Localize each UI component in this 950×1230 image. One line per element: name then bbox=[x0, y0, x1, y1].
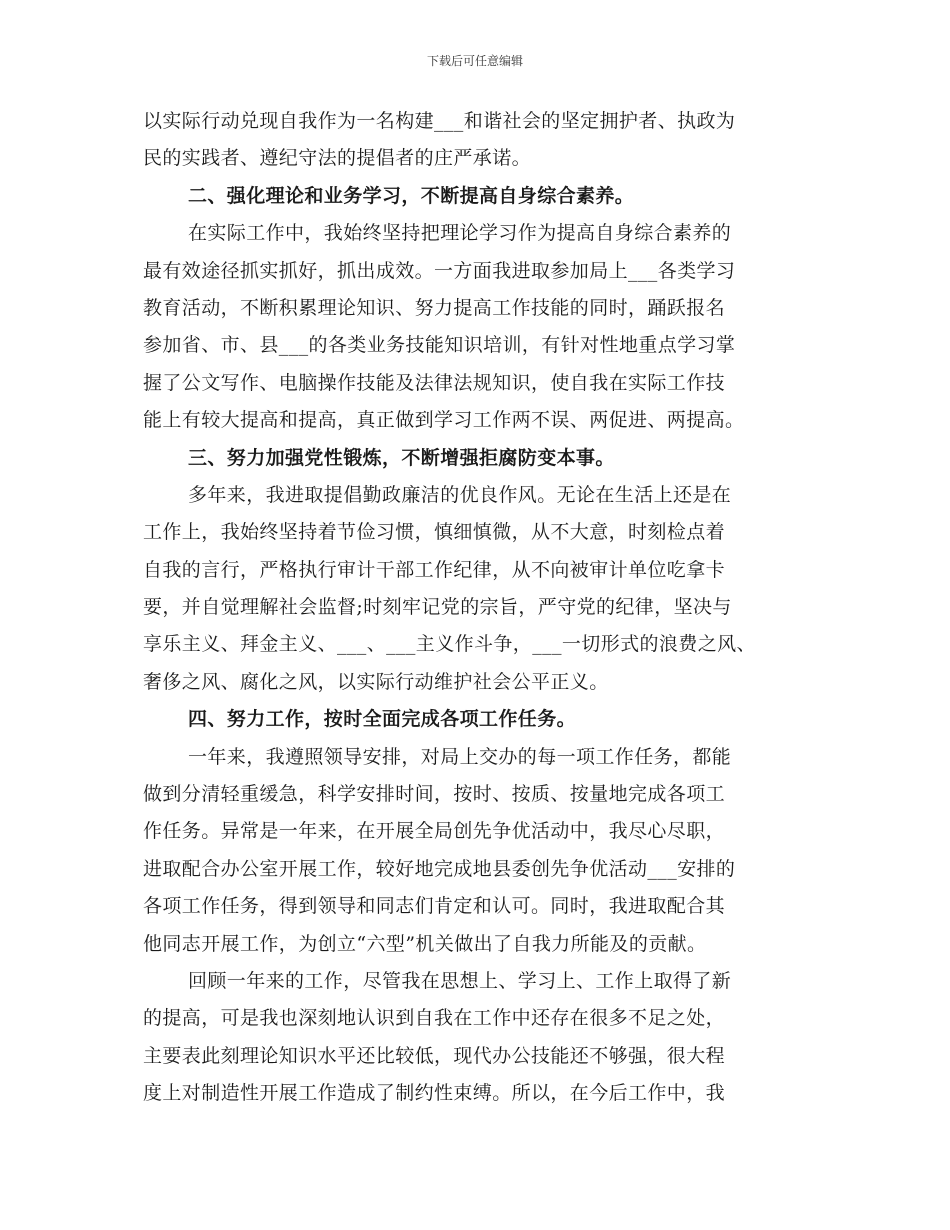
paragraph-line: 民的实践者、遵纪守法的提倡者的庄严承诺。 bbox=[143, 147, 532, 170]
paragraph-line: 享乐主义、拜金主义、___、___主义作斗争，___一切形式的浪费之风、 bbox=[143, 633, 756, 656]
paragraph-line: 握了公文写作、电脑操作技能及法律法规知识，使自我在实际工作技 bbox=[143, 371, 726, 394]
paragraph-line: 最有效途径抓实抓好，抓出成效。一方面我进取参加局上___各类学习 bbox=[143, 259, 736, 282]
page-header: 下载后可任意编辑 bbox=[426, 54, 523, 68]
paragraph-line: 教育活动，不断积累理论知识、努力提高工作技能的同时，踊跃报名 bbox=[143, 296, 726, 319]
paragraph-line: 能上有较大提高和提高，真正做到学习工作两不误、两促进、两提高。 bbox=[143, 409, 745, 432]
paragraph-line: 自我的言行，严格执行审计干部工作纪律，从不向被审计单位吃拿卡 bbox=[143, 558, 726, 581]
paragraph-line: 作任务。异常是一年来，在开展全局创先争优活动中，我尽心尽职， bbox=[143, 820, 726, 843]
paragraph-line: 度上对制造性开展工作造成了制约性束缚。所以，在今后工作中，我 bbox=[143, 1082, 726, 1105]
paragraph-line: 各项工作任务，得到领导和同志们肯定和认可。同时，我进取配合其 bbox=[143, 895, 726, 918]
paragraph-line: 多年来，我进取提倡勤政廉洁的优良作风。无论在生活上还是在 bbox=[188, 483, 732, 506]
paragraph-line: 在实际工作中，我始终坚持把理论学习作为提高自身综合素养的 bbox=[188, 222, 732, 245]
paragraph-line: 一年来，我遵照领导安排，对局上交办的每一项工作任务，都能 bbox=[188, 745, 732, 768]
section-heading: 四、努力工作，按时全面完成各项工作任务。 bbox=[188, 708, 577, 731]
section-heading: 二、强化理论和业务学习，不断提高自身综合素养。 bbox=[188, 184, 635, 207]
paragraph-line: 以实际行动兑现自我作为一名构建___和谐社会的坚定拥护者、执政为 bbox=[143, 110, 736, 132]
document-body bbox=[143, 108, 833, 1118]
paragraph-line: 的提高，可是我也深刻地认识到自我在工作中还存在很多不足之处， bbox=[143, 1007, 726, 1030]
paragraph-line: 要，并自觉理解社会监督;时刻牢记党的宗旨，严守党的纪律，坚决与 bbox=[143, 596, 732, 619]
paragraph-line: 工作上，我始终坚持着节俭习惯，慎细慎微，从不大意，时刻检点着 bbox=[143, 521, 726, 544]
section-heading: 三、努力加强党性锻炼，不断增强拒腐防变本事。 bbox=[188, 446, 615, 469]
paragraph-line: 做到分清轻重缓急，科学安排时间，按时、按质、按量地完成各项工 bbox=[143, 783, 726, 806]
paragraph-line: 主要表此刻理论知识水平还比较低，现代办公技能还不够强，很大程 bbox=[143, 1044, 726, 1067]
paragraph-line: 奢侈之风、腐化之风，以实际行动维护社会公平正义。 bbox=[143, 670, 609, 693]
paragraph-line: 回顾一年来的工作，尽管我在思想上、学习上、工作上取得了新 bbox=[188, 969, 732, 992]
paragraph-line: 他同志开展工作，为创立“六型”机关做出了自我力所能及的贡献。 bbox=[143, 932, 707, 955]
paragraph-line: 参加省、市、县___的各类业务技能知识培训，有针对性地重点学习掌 bbox=[143, 334, 736, 357]
paragraph-line: 进取配合办公室开展工作，较好地完成地县委创先争优活动___安排的 bbox=[143, 857, 736, 880]
